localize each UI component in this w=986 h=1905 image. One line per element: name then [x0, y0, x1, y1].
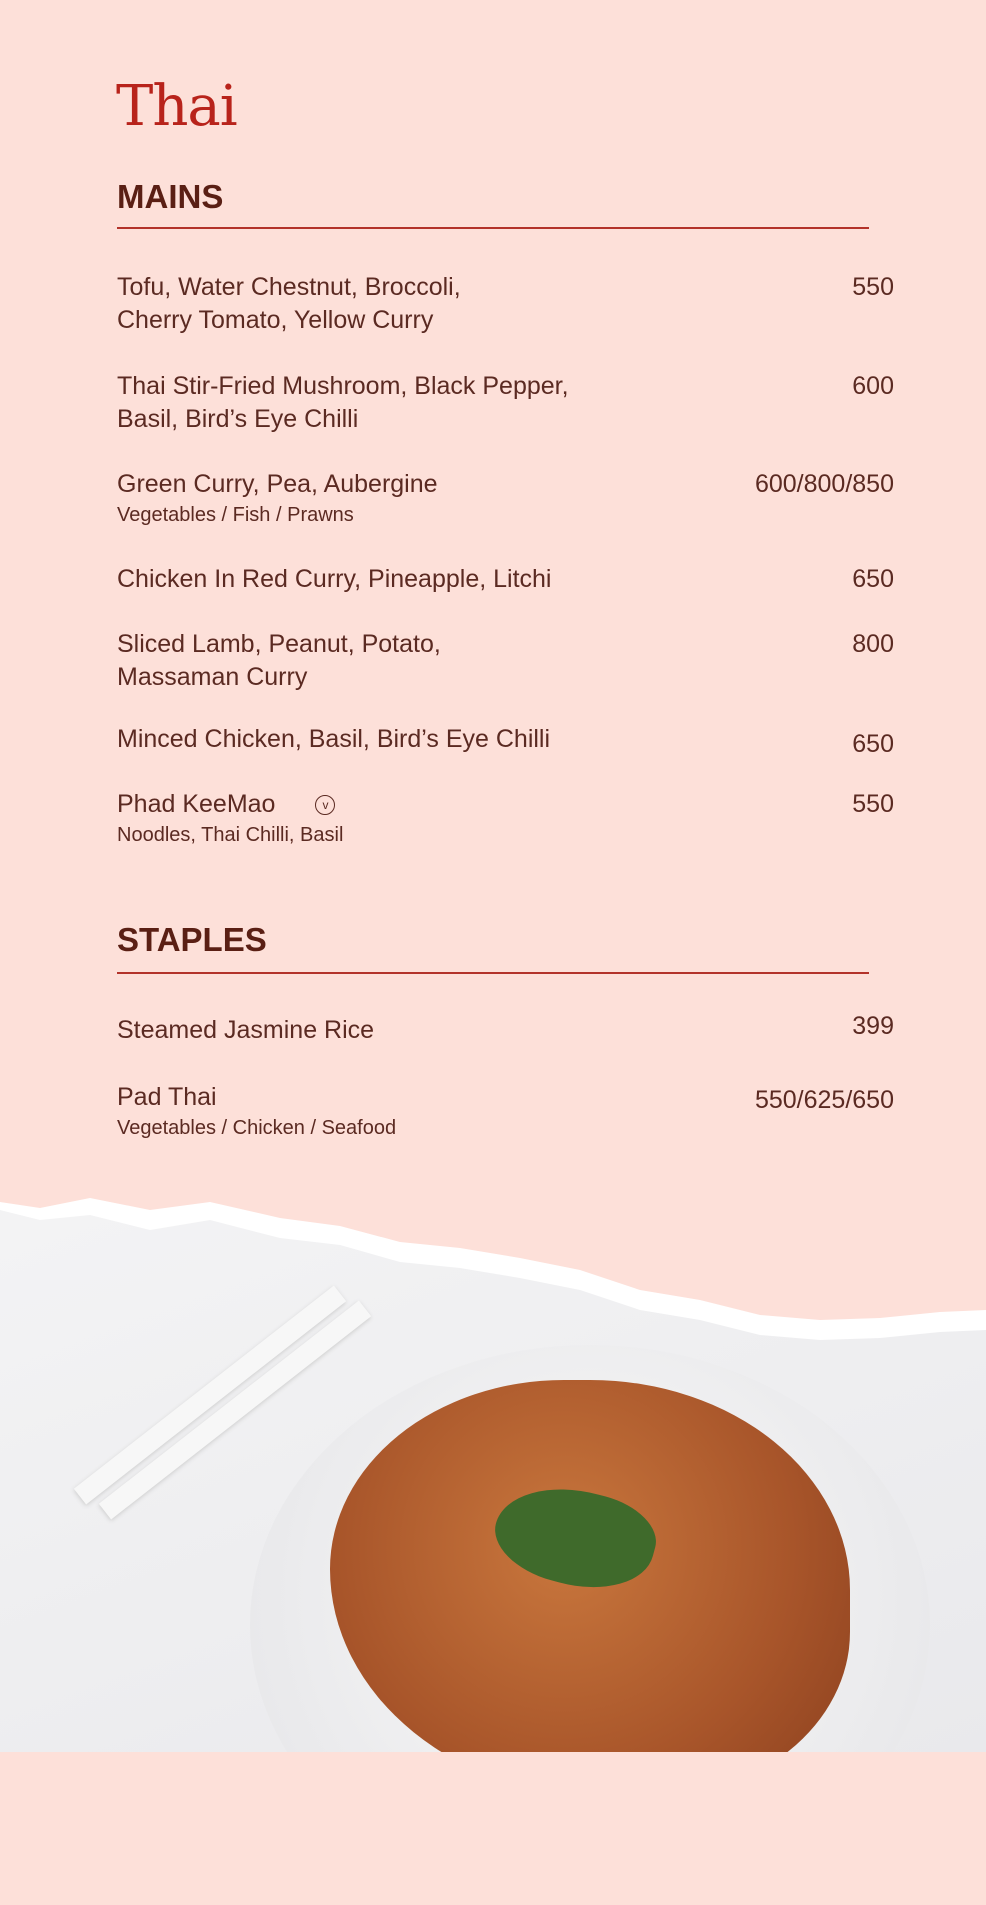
menu-item [117, 1014, 894, 1047]
item-price: 550 [852, 790, 894, 818]
item-description: Vegetables / Fish / Prawns [117, 504, 354, 526]
menu-item [117, 723, 894, 756]
section-heading-mains: MAINS [117, 178, 224, 215]
food-photo [0, 1150, 986, 1752]
item-name: Steamed Jasmine Rice [117, 1016, 375, 1044]
vegetarian-badge-icon: v [315, 795, 335, 815]
item-price: 800 [852, 630, 894, 658]
item-price: 650 [852, 730, 894, 758]
section-divider [117, 972, 869, 974]
item-name: Chicken In Red Curry, Pineapple, Litchi [117, 565, 552, 593]
item-price: 600/800/850 [754, 470, 894, 498]
item-name: Phad KeeMao [117, 790, 276, 818]
menu-item [117, 563, 894, 596]
item-price: 600 [852, 372, 894, 400]
item-price: 399 [852, 1012, 894, 1040]
item-description: Noodles, Thai Chilli, Basil [117, 824, 344, 846]
item-name: Sliced Lamb, Peanut, Potato, Massaman Curry [117, 630, 441, 691]
menu-item [117, 1081, 894, 1142]
item-name: Pad Thai [117, 1083, 217, 1111]
item-price: 550/625/650 [754, 1086, 894, 1114]
item-name: Green Curry, Pea, Aubergine [117, 470, 438, 498]
item-description: Vegetables / Chicken / Seafood [117, 1117, 397, 1139]
menu-item [117, 271, 894, 337]
menu-item [117, 628, 894, 694]
menu-item [117, 788, 894, 849]
item-name: Thai Stir-Fried Mushroom, Black Pepper, Basil, Bird’s Eye Chilli [117, 372, 569, 433]
item-price: 650 [852, 565, 894, 593]
menu-item [117, 468, 894, 529]
item-name: Tofu, Water Chestnut, Broccoli, Cherry Tomato, Yellow Curry [117, 273, 461, 334]
section-heading-staples: STAPLES [117, 921, 267, 958]
menu-item [117, 370, 894, 436]
item-name: Minced Chicken, Basil, Bird’s Eye Chilli [117, 725, 551, 753]
menu-title: Thai [116, 74, 237, 139]
item-price: 550 [852, 273, 894, 301]
section-divider [117, 227, 869, 229]
